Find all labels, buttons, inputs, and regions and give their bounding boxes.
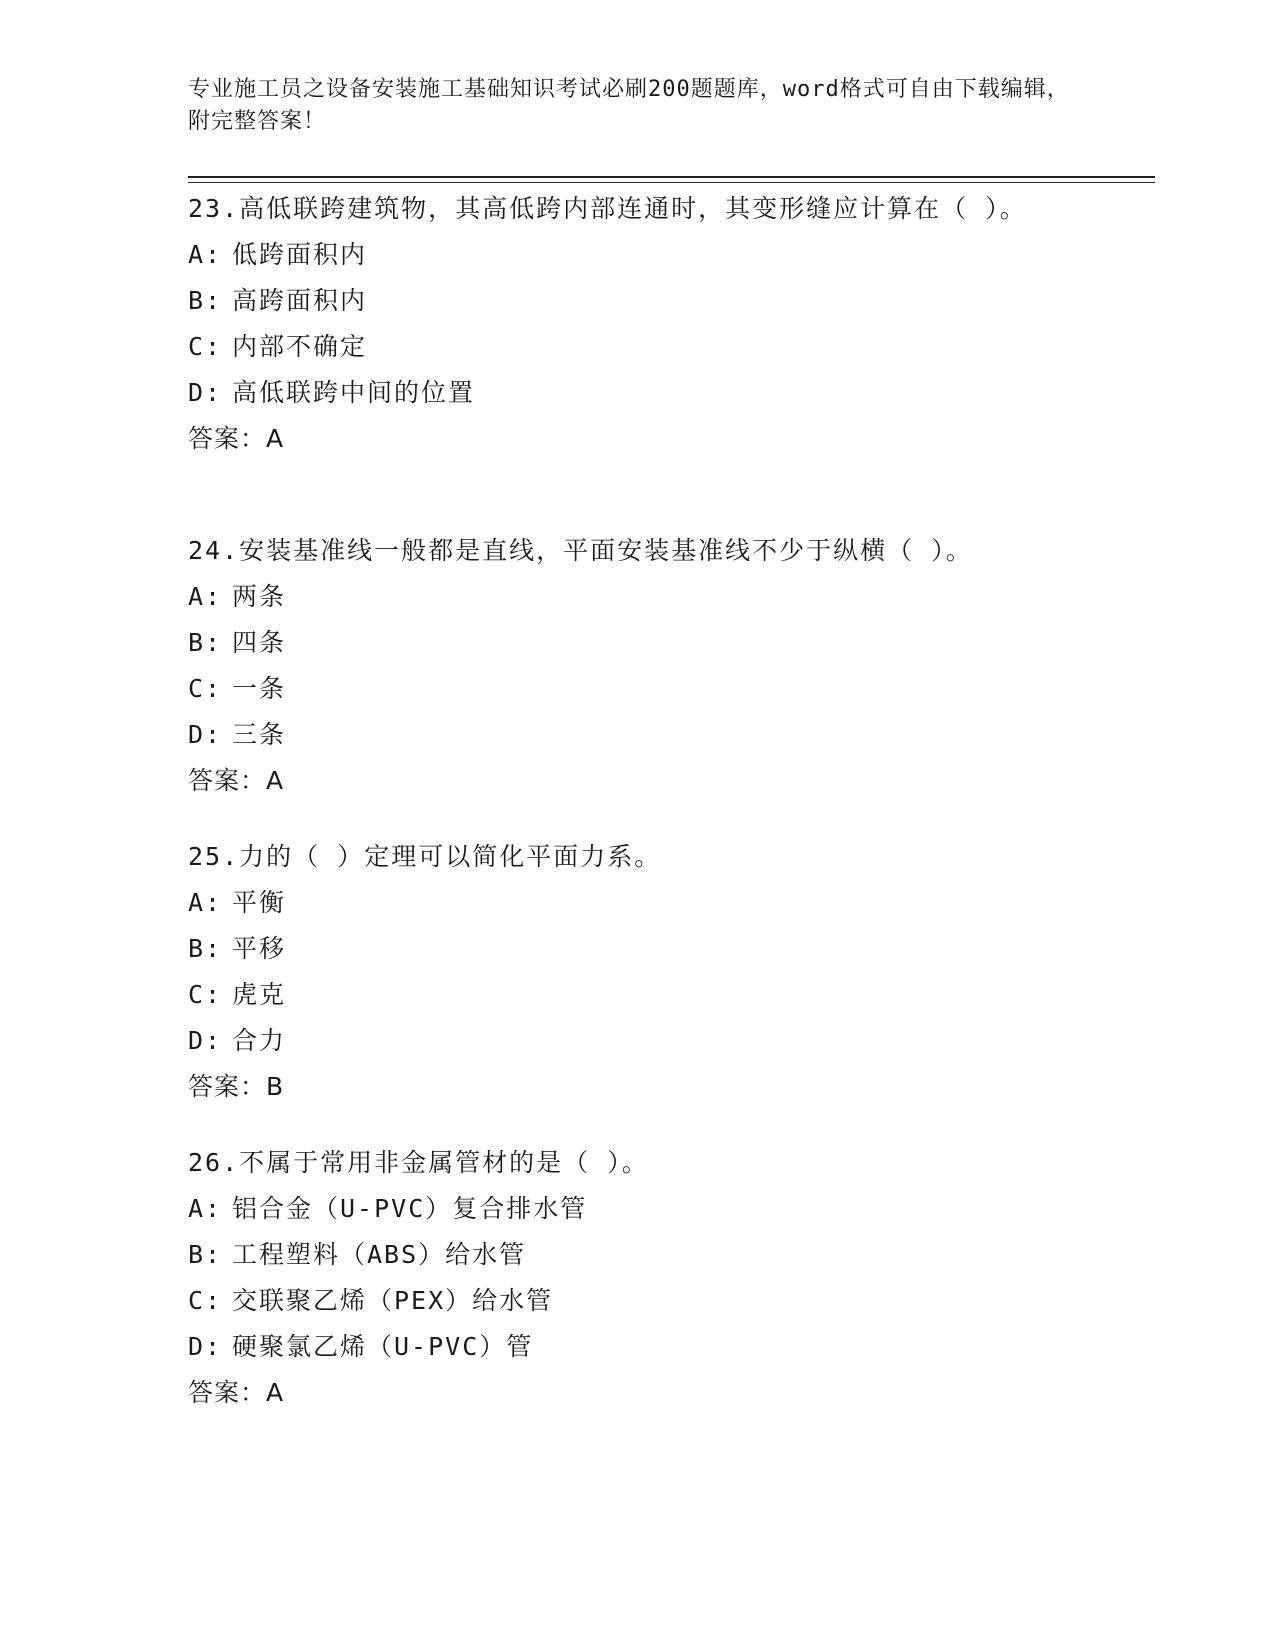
option-text: 平衡 bbox=[232, 888, 287, 917]
option-d bbox=[188, 712, 1088, 758]
option-text: 两条 bbox=[232, 582, 287, 611]
option-letter: B: bbox=[188, 1240, 223, 1269]
option-text: 硬聚氯乙烯（U-PVC）管 bbox=[232, 1332, 534, 1361]
option-a bbox=[188, 574, 1088, 620]
option-letter: B: bbox=[188, 286, 223, 315]
option-letter: B: bbox=[188, 934, 223, 963]
option-a bbox=[188, 1186, 1088, 1232]
question-24 bbox=[188, 528, 1088, 804]
option-letter: A: bbox=[188, 582, 223, 611]
option-text: 一条 bbox=[232, 674, 287, 703]
option-letter: C: bbox=[188, 1286, 223, 1315]
option-text: 高跨面积内 bbox=[232, 286, 368, 315]
option-letter: A: bbox=[188, 240, 223, 269]
option-d bbox=[188, 370, 1028, 416]
answer: 答案：B bbox=[188, 1072, 285, 1101]
answer: 答案：A bbox=[188, 424, 285, 453]
header-divider-thick bbox=[188, 176, 1155, 178]
option-letter: D: bbox=[188, 1332, 223, 1361]
question-26 bbox=[188, 1140, 1088, 1416]
option-text: 合力 bbox=[232, 1026, 287, 1055]
question-23 bbox=[188, 186, 1028, 462]
option-letter: D: bbox=[188, 378, 223, 407]
option-text: 工程塑料（ABS）给水管 bbox=[232, 1240, 527, 1269]
option-text: 交联聚乙烯（PEX）给水管 bbox=[232, 1286, 554, 1315]
option-d bbox=[188, 1018, 1088, 1064]
option-letter: A: bbox=[188, 1194, 223, 1223]
option-c bbox=[188, 324, 1028, 370]
option-text: 四条 bbox=[232, 628, 287, 657]
option-text: 平移 bbox=[232, 934, 287, 963]
option-text: 三条 bbox=[232, 720, 287, 749]
answer: 答案：A bbox=[188, 766, 285, 795]
option-letter: C: bbox=[188, 332, 223, 361]
option-letter: D: bbox=[188, 720, 223, 749]
option-letter: D: bbox=[188, 1026, 223, 1055]
option-text: 内部不确定 bbox=[232, 332, 368, 361]
option-letter: C: bbox=[188, 674, 223, 703]
option-letter: C: bbox=[188, 980, 223, 1009]
question-25 bbox=[188, 834, 1088, 1110]
option-b bbox=[188, 1232, 1088, 1278]
option-d bbox=[188, 1324, 1088, 1370]
question-stem: 23.高低联跨建筑物，其高低跨内部连通时，其变形缝应计算在（ ）。 bbox=[188, 194, 1027, 223]
option-b bbox=[188, 278, 1028, 324]
question-stem: 25.力的（ ）定理可以简化平面力系。 bbox=[188, 842, 662, 871]
option-letter: A: bbox=[188, 888, 223, 917]
option-c bbox=[188, 1278, 1088, 1324]
question-stem: 26.不属于常用非金属管材的是（ ）。 bbox=[188, 1148, 649, 1177]
option-text: 虎克 bbox=[232, 980, 287, 1009]
option-b bbox=[188, 926, 1088, 972]
option-text: 铝合金（U-PVC）复合排水管 bbox=[232, 1194, 588, 1223]
answer: 答案：A bbox=[188, 1378, 285, 1407]
option-a bbox=[188, 880, 1088, 926]
document-header: 专业施工员之设备安装施工基础知识考试必刷200题题库，word格式可自由下载编辑，附完整答案！ bbox=[188, 77, 1070, 134]
option-c bbox=[188, 972, 1088, 1018]
header-divider-thin bbox=[188, 182, 1155, 183]
option-text: 低跨面积内 bbox=[232, 240, 368, 269]
option-text: 高低联跨中间的位置 bbox=[232, 378, 476, 407]
option-letter: B: bbox=[188, 628, 223, 657]
option-a bbox=[188, 232, 1028, 278]
option-b bbox=[188, 620, 1088, 666]
option-c bbox=[188, 666, 1088, 712]
question-stem: 24.安装基准线一般都是直线，平面安装基准线不少于纵横（ ）。 bbox=[188, 536, 973, 565]
